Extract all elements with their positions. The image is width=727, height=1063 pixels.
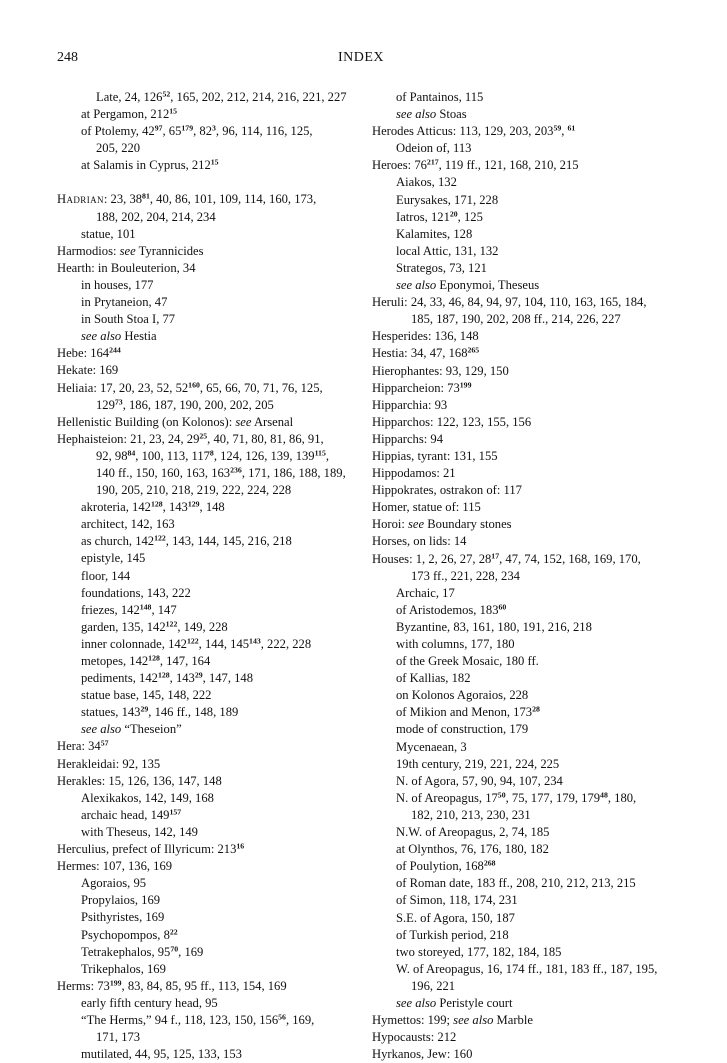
index-subentry: Strategos, 73, 121 <box>396 260 487 275</box>
index-entry: Herodes Atticus: 113, 129, 203, $203^{59}$, $^{61}$ <box>372 123 576 139</box>
index-subentry: early fifth century head, 95 <box>81 995 218 1010</box>
index-subentry: 196, 221 <box>411 978 456 993</box>
index-subentry: S.E. of Agora, 150, 187 <box>396 910 515 925</box>
index-subentry: 140 ff., 150, 160, 163, $163^{236}$, 171, 186, 188, 189, <box>96 465 346 480</box>
index-subentry: Agoraios, 95 <box>81 876 147 891</box>
index-entry: Heroes: $76^{217}$, 119 ff., 121, 168, 210, 215 <box>372 158 579 173</box>
page-title: INDEX <box>337 50 385 65</box>
index-entry: Hadrian: 23, $38^{81}$, 40, 86, 101, 109, 114, 160, 173, <box>57 192 317 207</box>
index-subentry: epistyle, 145 <box>81 551 146 566</box>
index-entry: Herms: $73^{199}$, 83, 84, 85, 95 ff., 113, 154, 169 <box>57 978 287 993</box>
index-entry: Heliaia: 17, 20, 23, 52, $52^{160}$, 65, 66, 70, 71, 76, 125, <box>57 380 323 395</box>
index-subentry: see also Stoas <box>396 107 467 122</box>
index-column-right <box>372 89 698 1063</box>
index-subentry: inner colonnade, $142^{122}$, 144, $145^{143}$, 222, 228 <box>81 636 312 651</box>
index-subentry: 171, 173 <box>96 1030 141 1045</box>
index-subentry: statues, $143^{29}$, 146 ff., 148, 189 <box>81 705 239 720</box>
index-subentry: of Pantainos, 115 <box>396 90 484 104</box>
index-entry: Hebe: $164^{244}$ <box>57 346 121 361</box>
index-subentry: of Simon, 118, 174, 231 <box>396 893 518 908</box>
index-subentry: of Mikion and Menon, $173^{28}$ <box>396 705 540 720</box>
index-subentry: 188, 202, 204, 214, 234 <box>96 209 216 224</box>
index-subentry: as church, $142^{122}$, 143, 144, 145, 216, 218 <box>81 534 292 549</box>
index-entry: Hymettos: 199; see also Marble <box>372 1013 533 1028</box>
index-entry: Hippodamos: 21 <box>372 466 456 481</box>
index-entry: Hermes: 107, 136, 169 <box>57 859 173 874</box>
index-entry: Hekate: 169 <box>57 363 119 378</box>
index-entry: Hearth: in Bouleuterion, 34 <box>57 260 196 275</box>
index-subentry: of Kallias, 182 <box>396 671 471 686</box>
page-number: 248 <box>57 50 78 65</box>
index-subentry: of Turkish period, 218 <box>396 927 509 942</box>
index-entry: Houses: 1, 2, 26, 27, $28^{17}$, 47, 74, 152, 168, 169, 170, <box>372 551 641 566</box>
index-subentry: W. of Areopagus, 16, 174 ff., 181, 183 ff., 187, 195, <box>396 961 658 976</box>
index-subentry: at Salamis in Cyprus, $212^{15}$ <box>81 158 219 173</box>
index-entry: Hyrkanos, Jew: 160 <box>372 1047 473 1062</box>
index-subentry: N. of Areopagus, $17^{50}$, 75, 177, 179, $179^{48}$, 180, <box>396 790 637 805</box>
index-subentry: see also Eponymoi, Theseus <box>396 278 540 293</box>
index-entry: Heruli: 24, 33, 46, 84, 94, 97, 104, 110, 163, 165, 184, <box>372 295 647 310</box>
index-subentry: Late, 24, $126^{52}$, 165, 202, 212, 214, 216, 221, 227 <box>96 89 347 104</box>
index-entry: Hierophantes: 93, 129, 150 <box>372 363 509 378</box>
index-entry: Hestia: 34, 47, $168^{265}$ <box>372 346 480 361</box>
index-subentry: local Attic, 131, 132 <box>396 243 499 258</box>
index-subentry: see also Peristyle court <box>396 995 513 1010</box>
index-subentry: of Ptolemy, $42^{97}$, $65^{179}$, $82^3$, 96, 114, 116, 125, <box>81 123 313 139</box>
index-subentry: Eurysakes, 171, 228 <box>396 192 499 207</box>
index-subentry: in South Stoa I, 77 <box>81 312 176 327</box>
index-entry: Hipparchia: 93 <box>372 397 448 412</box>
index-subentry: friezes, $142^{148}$, 147 <box>81 602 177 617</box>
index-subentry: Aiakos, 132 <box>396 175 457 190</box>
index-subentry: 92, $98^{84}$, 100, 113, $117^8$, 124, 126, 139, $139^{115}$, <box>96 448 329 463</box>
index-entry: Hippias, tyrant: 131, 155 <box>372 448 498 463</box>
index-subentry: metopes, $142^{128}$, 147, 164 <box>81 653 211 668</box>
index-subentry: pediments, $142^{128}$, $143^{29}$, 147, 148 <box>81 670 254 686</box>
index-entry: Horoi: see Boundary stones <box>372 517 512 532</box>
index-subentry: $129^{73}$, 186, 187, 190, 200, 202, 205 <box>96 397 274 412</box>
index-subentry: Psithyristes, 169 <box>81 910 165 925</box>
index-subentry: mutilated, 44, 95, 125, 133, 153 <box>81 1047 242 1062</box>
index-entry: Homer, statue of: 115 <box>372 500 481 515</box>
index-subentry: at Pergamon, $212^{15}$ <box>81 106 178 122</box>
index-subentry: archaic head, $149^{157}$ <box>81 807 182 822</box>
index-subentry: see also “Theseion” <box>81 722 182 737</box>
index-subentry: in Prytaneion, 47 <box>81 295 168 310</box>
index-entry: Hellenistic Building (on Kolonos): see Arsenal <box>57 414 294 429</box>
index-subentry: 185, 187, 190, 202, 208 ff., 214, 226, 227 <box>411 312 621 327</box>
index-entry: Hypocausts: 212 <box>372 1030 457 1045</box>
index-subentry: at Olynthos, 76, 176, 180, 182 <box>396 842 549 857</box>
index-entry: Harmodios: see Tyrannicides <box>57 243 204 258</box>
index-subentry: of Poulytion, $168^{268}$ <box>396 858 496 874</box>
index-subentry: mode of construction, 179 <box>396 722 529 737</box>
index-subentry: “The Herms,” 94 f., 118, 123, 150, $156^{56}$, 169, <box>81 1012 315 1027</box>
index-subentry: statue, 101 <box>81 226 136 241</box>
index-subentry: 205, 220 <box>96 141 141 156</box>
index-subentry: akroteria, $142^{128}$, $143^{129}$, 148 <box>81 499 225 515</box>
index-subentry: Psychopompos, $8^{22}$ <box>81 927 178 942</box>
index-column-left <box>57 89 369 1063</box>
index-subentry: Kalamites, 128 <box>396 226 473 241</box>
index-entry: Hippokrates, ostrakon of: 117 <box>372 483 522 498</box>
index-subentry: on Kolonos Agoraios, 228 <box>396 688 529 703</box>
index-subentry: with columns, 177, 180 <box>396 637 515 651</box>
index-subentry: of Aristodemos, $183^{60}$ <box>396 602 507 617</box>
index-subentry: Iatros, $121^{20}$, 125 <box>396 209 483 224</box>
index-subentry: floor, 144 <box>81 568 131 583</box>
index-subentry: 19th century, 219, 221, 224, 225 <box>396 756 560 771</box>
index-entry: Herculius, prefect of Illyricum: $213^{16}$ <box>57 841 245 857</box>
index-entry: Hera: $34^{57}$ <box>57 739 109 754</box>
index-subentry: foundations, 143, 222 <box>81 585 191 600</box>
index-subentry: 190, 205, 210, 218, 219, 222, 224, 228 <box>96 483 292 498</box>
index-subentry: N.W. of Areopagus, 2, 74, 185 <box>396 825 550 840</box>
index-subentry: 173 ff., 221, 228, 234 <box>411 568 520 583</box>
index-subentry: see also Hestia <box>81 329 157 344</box>
index-entry: Horses, on lids: 14 <box>372 534 467 549</box>
index-subentry: Byzantine, 83, 161, 180, 191, 216, 218 <box>396 619 592 634</box>
index-subentry: garden, 135, $142^{122}$, 149, 228 <box>81 619 228 634</box>
page-header <box>57 50 665 70</box>
index-subentry: Mycenaean, 3 <box>396 739 467 754</box>
index-entry: Hipparchs: 94 <box>372 431 443 446</box>
index-subentry: Trikephalos, 169 <box>81 961 166 976</box>
index-subentry: of the Greek Mosaic, 180 ff. <box>396 654 539 669</box>
index-subentry: statue base, 145, 148, 222 <box>81 688 212 703</box>
index-subentry: two storeyed, 177, 182, 184, 185 <box>396 944 562 959</box>
index-subentry: with Theseus, 142, 149 <box>81 824 198 839</box>
index-subentry: Archaic, 17 <box>396 585 455 600</box>
index-subentry: Propylaios, 169 <box>81 893 161 908</box>
index-subentry: N. of Agora, 57, 90, 94, 107, 234 <box>396 773 563 788</box>
index-subentry: Odeion of, 113 <box>396 141 472 156</box>
index-subentry: in houses, 177 <box>81 277 154 292</box>
index-entry: Hephaisteion: 21, 23, 24, $29^{25}$, 40, 71, 80, 81, 86, 91, <box>57 431 324 446</box>
index-entry: Herakles: 15, 126, 136, 147, 148 <box>57 773 222 788</box>
index-entry: Hipparcheion: $73^{199}$ <box>372 380 472 395</box>
index-entry: Hesperides: 136, 148 <box>372 329 479 344</box>
index-subentry: 182, 210, 213, 230, 231 <box>411 807 531 822</box>
index-entry: Herakleidai: 92, 135 <box>57 756 161 771</box>
index-subentry: architect, 142, 163 <box>81 517 175 532</box>
entry-gap <box>57 174 369 191</box>
index-subentry: of Roman date, 183 ff., 208, 210, 212, 213, 215 <box>396 876 636 891</box>
index-entry: Hipparchos: 122, 123, 155, 156 <box>372 414 532 429</box>
index-subentry: Tetrakephalos, $95^{70}$, 169 <box>81 944 204 959</box>
index-subentry: Alexikakos, 142, 149, 168 <box>81 790 214 805</box>
